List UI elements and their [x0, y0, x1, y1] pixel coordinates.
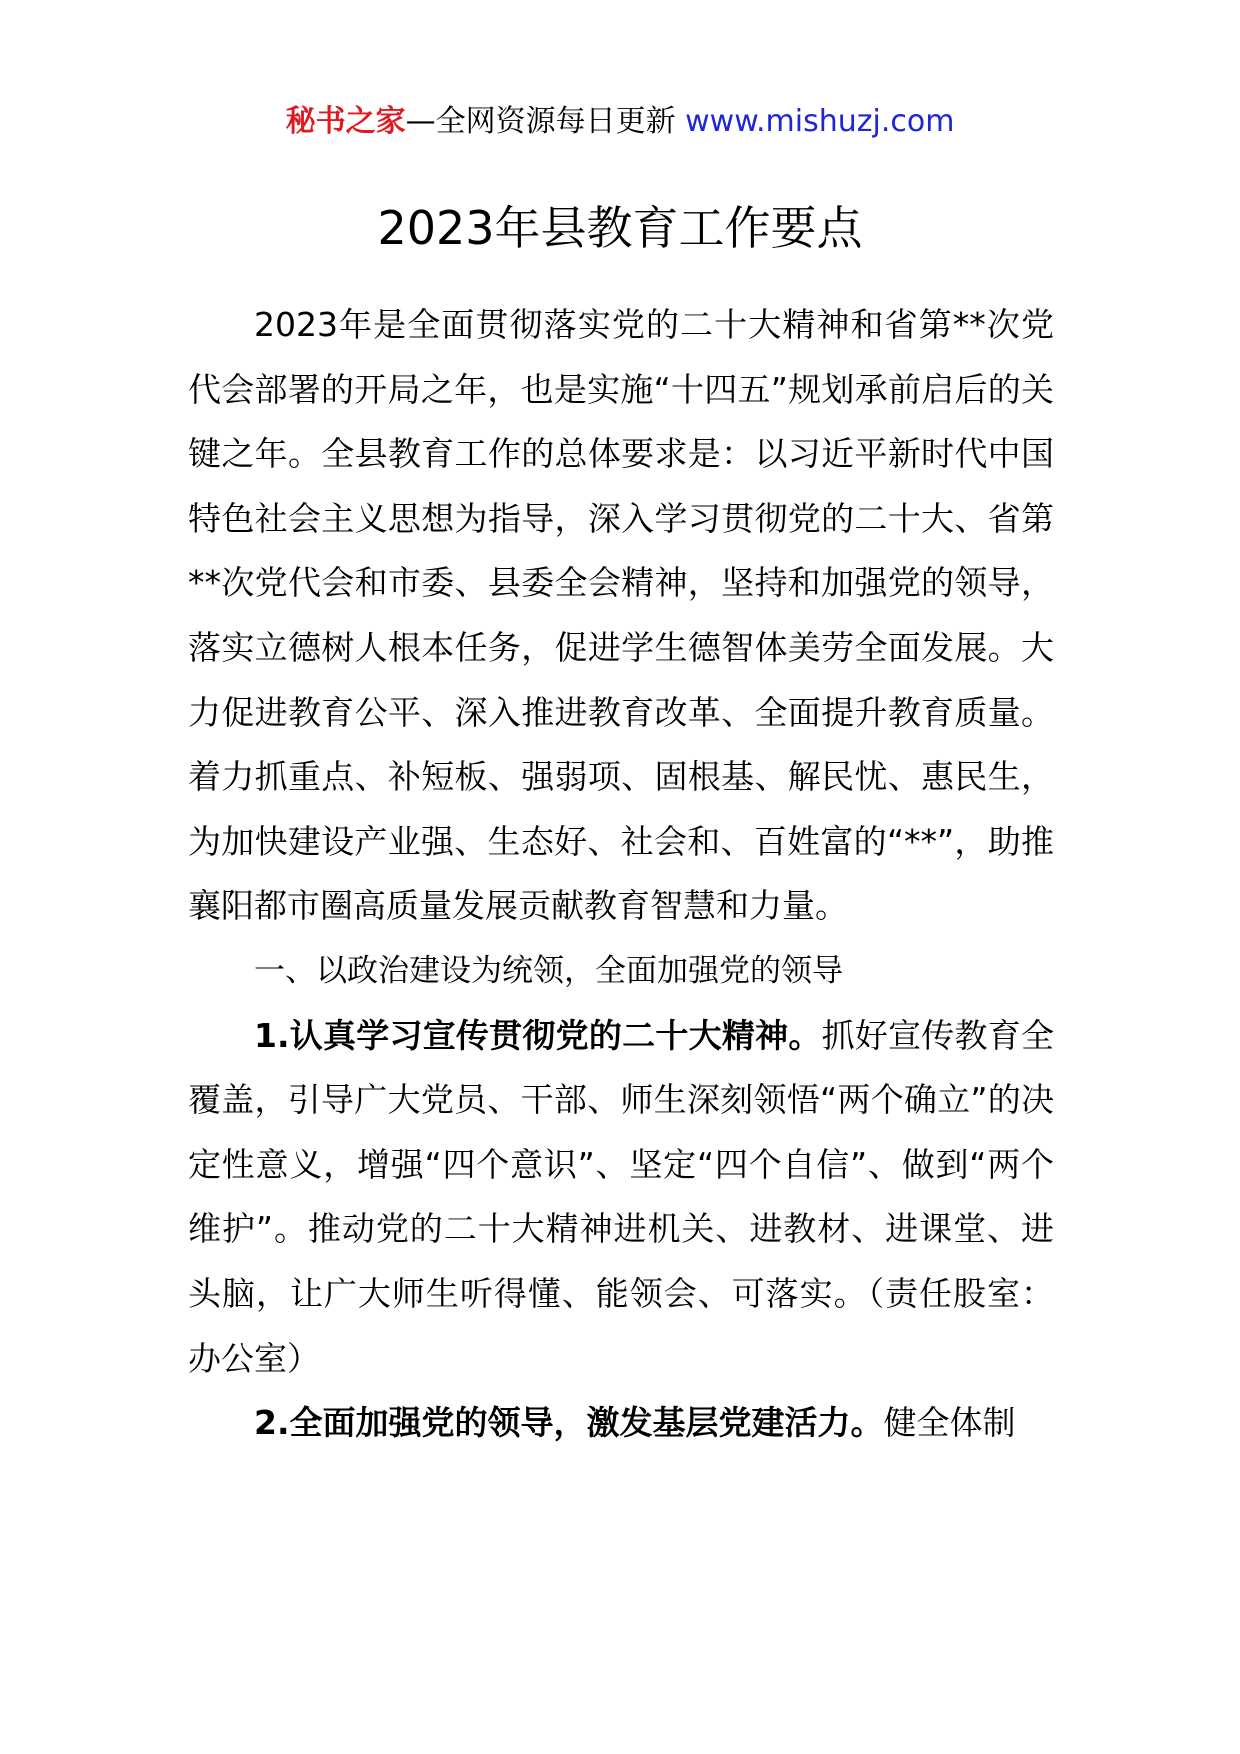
item-paragraph — [188, 1004, 1054, 1392]
item-lead: 1.认真学习宣传贯彻党的二十大精神。 — [254, 1015, 822, 1055]
item-body: 抓好宣传教育全覆盖，引导广大党员、干部、师生深刻领悟“两个确立”的决定性意义，增强“四个意识”、坚定“四个自信”、做到“两个维护”。推动党的二十大精神进机关、进教材、进课堂、进头脑，让广大师生听得懂、能领会、可落实。（责任股室：办公室） — [188, 1015, 1055, 1378]
site-tagline: —全网资源每日更新 — [405, 104, 676, 139]
document-body — [188, 293, 1054, 1456]
intro-paragraph: 2023年是全面贯彻落实党的二十大精神和省第**次党代会部署的开局之年，也是实施“十四五”规划承前启后的关键之年。全县教育工作的总体要求是：以习近平新时代中国特色社会主义思想为指导，深入学习贯彻党的二十大、省第**次党代会和市委、县委全会精神，坚持和加强党的领导，落实立德树人根本任务，促进学生德智体美劳全面发展。大力促进教育公平、深入推进教育改革、全面提升教育质量。着力抓重点、补短板、强弱项、固根基、解民忧、惠民生，为加快建设产业强、生态好、社会和、百姓富的“**”，助推襄阳都市圈高质量发展贡献教育智慧和力量。 — [188, 305, 1054, 926]
section-heading: 一、以政治建设为统领，全面加强党的领导 — [254, 952, 843, 989]
site-header — [0, 100, 1240, 144]
item-paragraph — [188, 1391, 1054, 1456]
brand-name: 秘书之家 — [285, 104, 406, 139]
site-url-link[interactable]: www.mishuzj.com — [685, 104, 955, 139]
item-lead: 2.全面加强党的领导，激发基层党建活力。 — [254, 1403, 884, 1443]
document-title: 2023年县教育工作要点 — [377, 201, 863, 255]
item-body: 健全体制 — [883, 1403, 1016, 1443]
